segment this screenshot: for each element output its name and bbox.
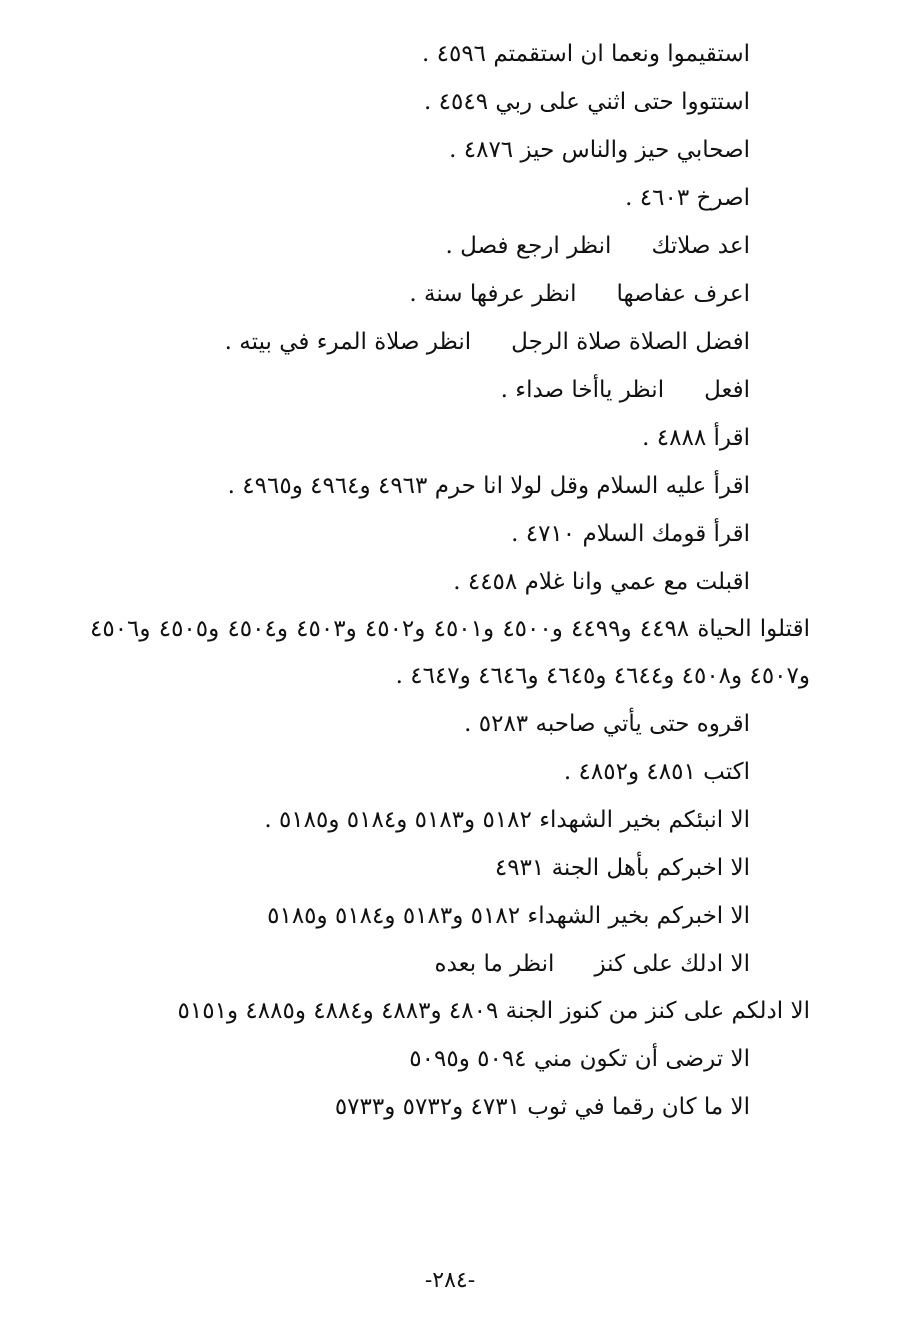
index-entry: اكتب ٤٨٥١ و٤٨٥٢ . bbox=[563, 759, 750, 785]
index-entry bbox=[90, 222, 750, 270]
index-entry: استتووا حتى اثني على ربي ٤٥٤٩ . bbox=[424, 89, 750, 115]
index-entry: اقرأ ٤٨٨٨ . bbox=[642, 425, 750, 451]
index-entry bbox=[90, 318, 750, 366]
index-entry: الا ترضى أن تكون مني ٥٠٩٤ و٥٠٩٥ bbox=[409, 1046, 750, 1072]
index-entry: اقتلوا الحياة ٤٤٩٨ و٤٤٩٩ و٤٥٠٠ و٤٥٠١ و٤٥٠٢ و٤٥٠٣ و٤٥٠٤ و٤٥٠٥ و٤٥٠٦ و٤٥٠٧ و٤٥٠٨ و٤٦٤٤ و٤٦٤٥ و٤٦٤٦ و٤٦٤٧ . bbox=[90, 616, 810, 689]
index-entry: اقرأ قومك السلام ٤٧١٠ . bbox=[511, 521, 750, 547]
index-entry: اقروه حتى يأتي صاحبه ٥٢٨٣ . bbox=[464, 711, 750, 737]
index-entry: الا ما كان رقما في ثوب ٤٧٣١ و٥٧٣٢ و٥٧٣٣ bbox=[334, 1094, 750, 1120]
index-entry: اقبلت مع عمي وانا غلام ٤٤٥٨ . bbox=[453, 569, 750, 595]
entry-cross-reference: انظر عرفها سنة . bbox=[409, 281, 577, 307]
index-entry: اقرأ عليه السلام وقل لولا انا حرم ٤٩٦٣ و٤٩٦٤ و٤٩٦٥ . bbox=[227, 473, 750, 499]
index-entry: استقيموا ونعما ان استقمتم ٤٥٩٦ . bbox=[421, 41, 750, 67]
entry-text: افضل الصلاة صلاة الرجل bbox=[511, 329, 750, 355]
entry-cross-reference: انظر ما بعده bbox=[434, 951, 555, 977]
index-entry bbox=[90, 940, 750, 988]
entry-cross-reference: انظر ارجع فصل . bbox=[445, 233, 612, 259]
entry-text: افعل bbox=[704, 377, 750, 403]
entry-cross-reference: انظر صلاة المرء في بيته . bbox=[224, 329, 472, 355]
index-entry bbox=[90, 270, 750, 318]
index-entries bbox=[90, 30, 810, 1131]
index-entry bbox=[90, 366, 750, 414]
entry-cross-reference: انظر ياأخا صداء . bbox=[500, 377, 665, 403]
index-entry: الا اخبركم بأهل الجنة ٤٩٣١ bbox=[494, 855, 750, 881]
index-entry: الا اخبركم بخير الشهداء ٥١٨٢ و٥١٨٣ و٥١٨٤ و٥١٨٥ bbox=[267, 903, 750, 929]
entry-text: اعرف عفاصها bbox=[616, 281, 750, 307]
page-number: -٢٨٤- bbox=[424, 1268, 476, 1293]
entry-text: الا ادلك على كنز bbox=[594, 951, 750, 977]
index-entry: الا ادلكم على كنز من كنوز الجنة ٤٨٠٩ و٤٨٨٣ و٤٨٨٤ و٤٨٨٥ و٥١٥١ bbox=[177, 998, 810, 1024]
index-entry: الا انبئكم بخير الشهداء ٥١٨٢ و٥١٨٣ و٥١٨٤ و٥١٨٥ . bbox=[264, 807, 750, 833]
entry-text: اعد صلاتك bbox=[651, 233, 750, 259]
index-entry: اصرخ ٤٦٠٣ . bbox=[625, 185, 750, 211]
index-entry: اصحابي حيز والناس حيز ٤٨٧٦ . bbox=[449, 137, 750, 163]
